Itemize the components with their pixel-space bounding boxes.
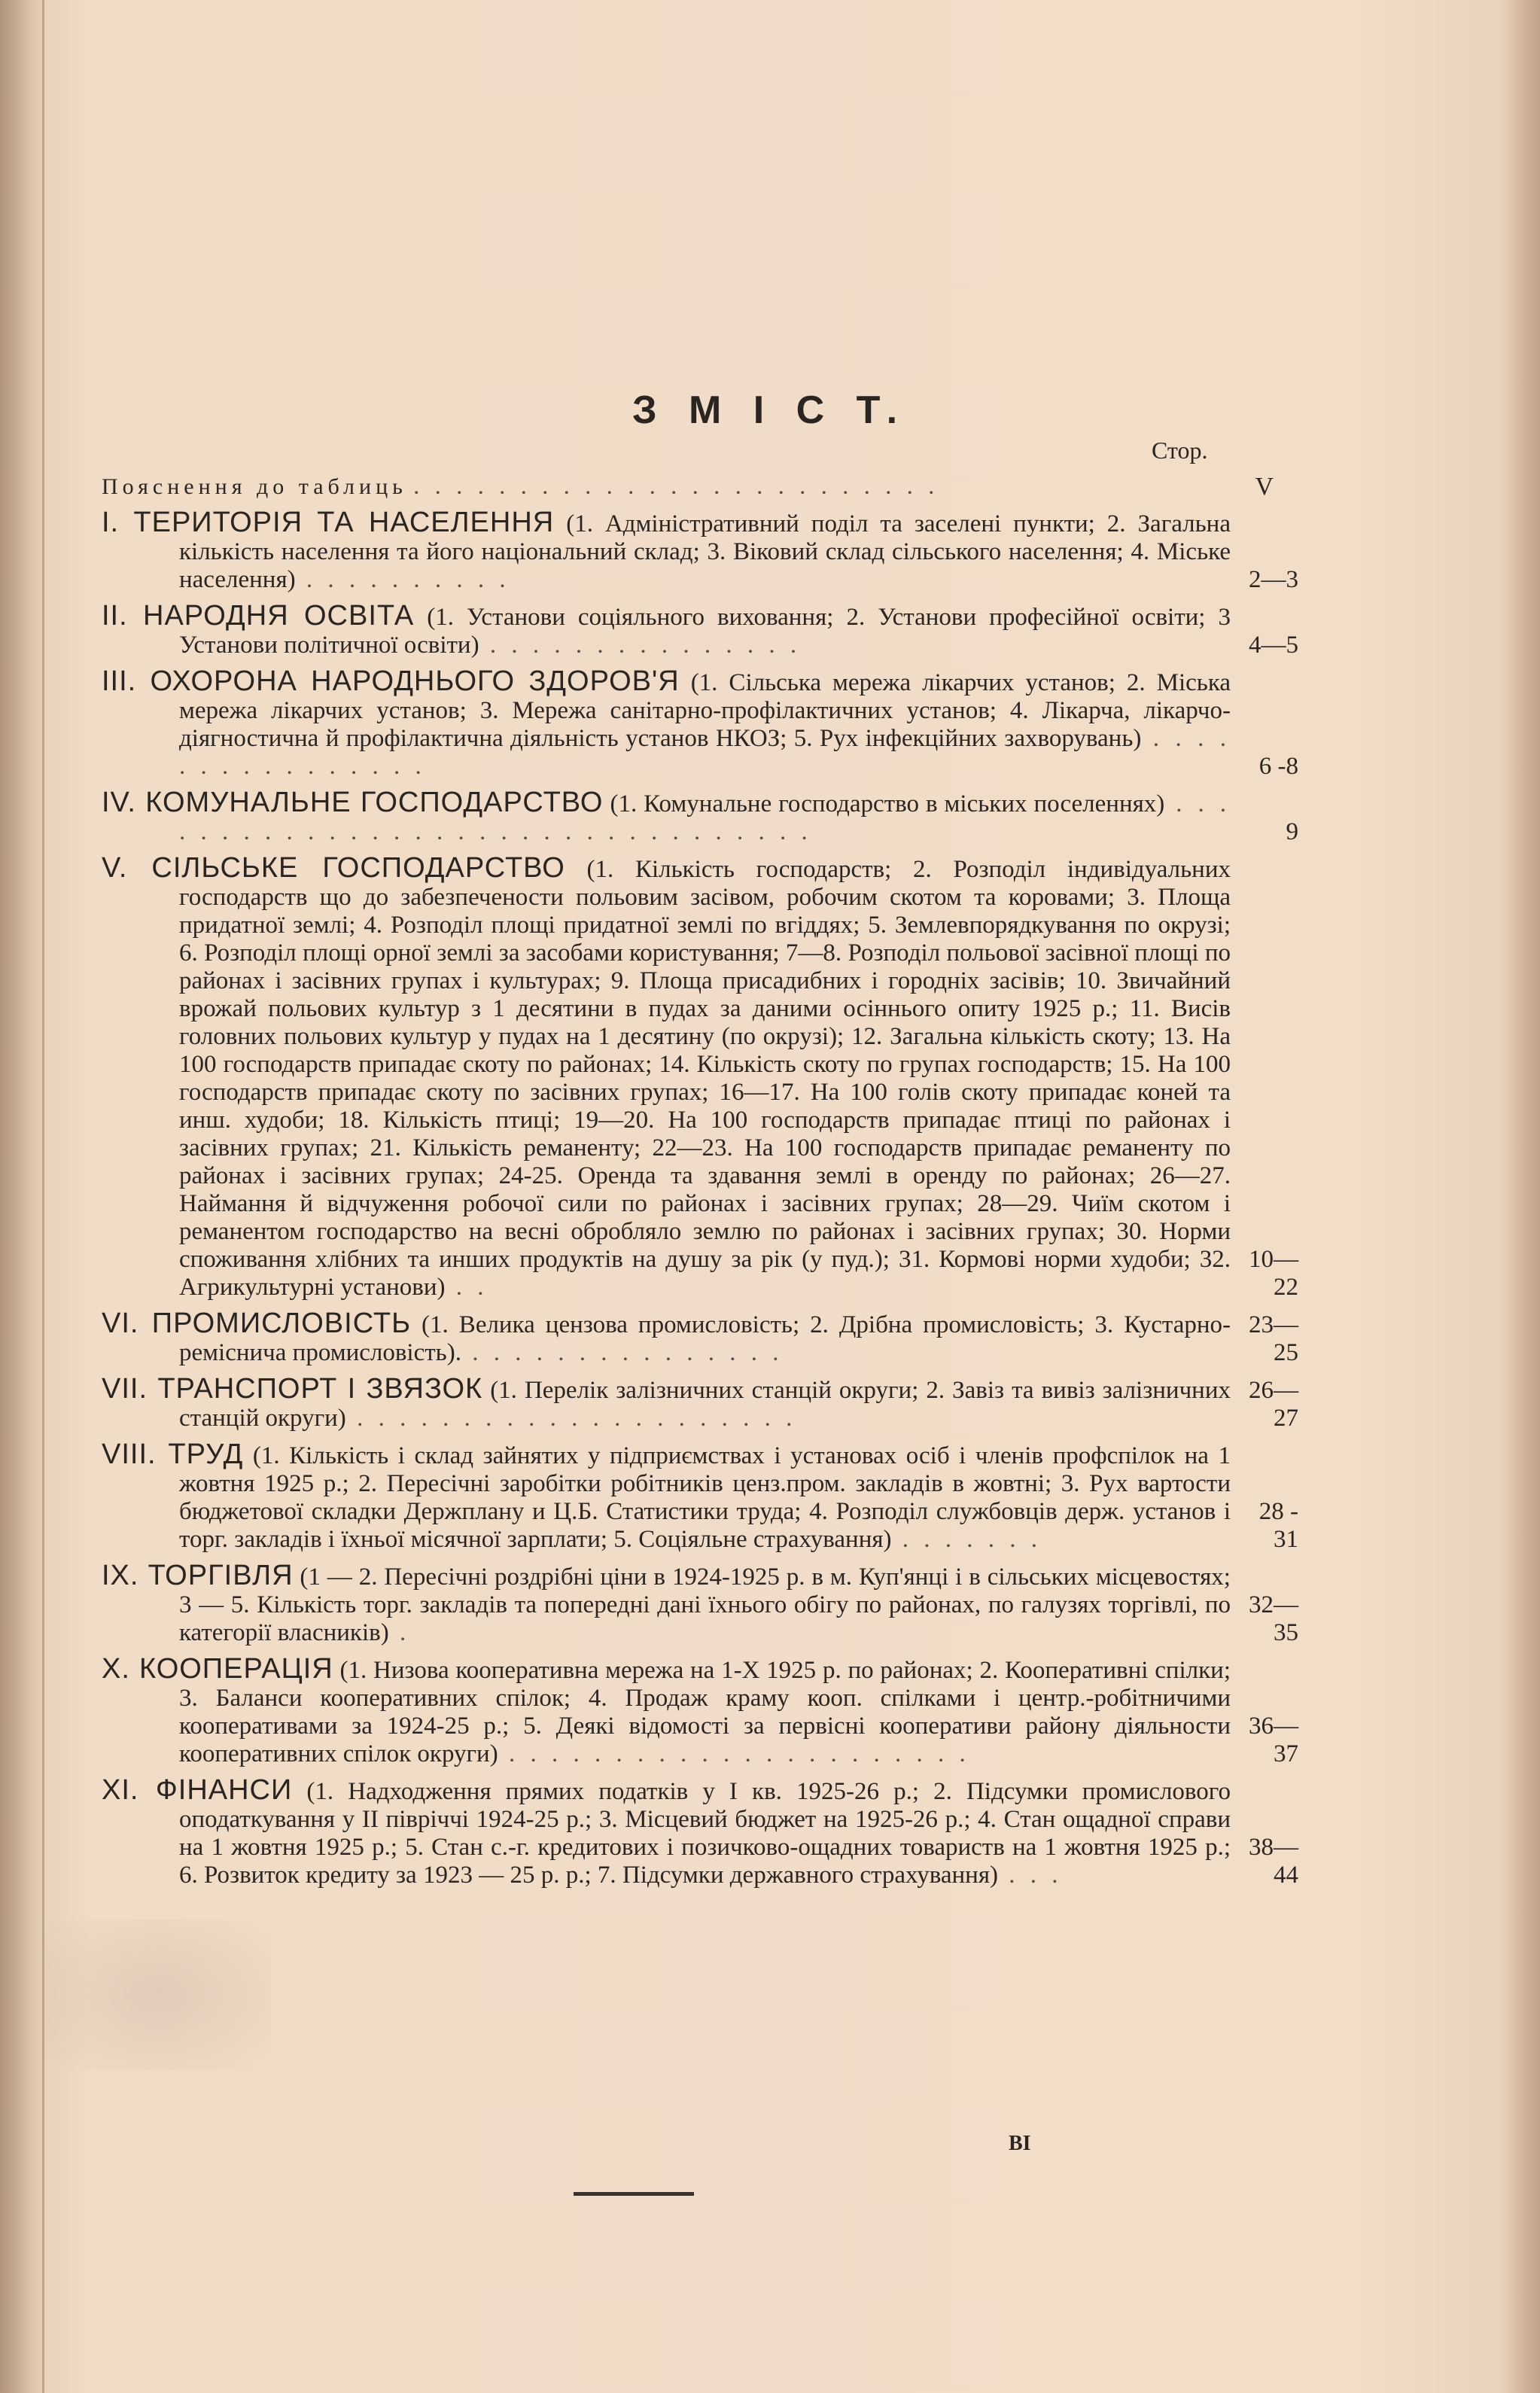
dot-leader: . . . . . . . . . .	[295, 566, 510, 593]
dot-leader: . . . . . . . . . . . . . . . . . . . . .	[345, 1405, 797, 1432]
dot-leader: .	[388, 1619, 411, 1646]
dot-leader: . . . . . . .	[891, 1526, 1042, 1553]
section-pages: 2—3	[1249, 566, 1298, 593]
preface-label: Пояснення до таблиць	[102, 474, 407, 499]
section-heading: І. ТЕРИТОРІЯ ТА НАСЕЛЕННЯ	[102, 507, 555, 538]
section-contents: (1. Установи соціяльного виховання; 2. Установи професійної освіти; 3 Установи політичної освіти)	[179, 604, 1231, 659]
toc-entry	[102, 1308, 1298, 1367]
section-heading: IV. КОМУНАЛЬНЕ ГОСПОДАРСТВО	[102, 787, 604, 818]
preface-pages: V	[1255, 473, 1274, 501]
section-pages: 38—44	[1249, 1834, 1298, 1889]
section-heading: VII. ТРАНСПОРТ І ЗВЯЗОК	[102, 1373, 483, 1405]
closing-rule	[574, 2192, 694, 2196]
section-heading: XI. ФІНАНСИ	[102, 1774, 293, 1806]
toc-entry	[102, 1560, 1298, 1647]
page-shadow-left	[0, 0, 45, 2393]
dot-leader: . . . . . . . . . . . . . . . . . . . . . . . . . . . . . . . . .	[179, 790, 1231, 845]
section-heading: IX. ТОРГІВЛЯ	[102, 1560, 294, 1591]
page-title: З М І С Т.	[632, 388, 908, 432]
section-pages: 10—22	[1249, 1246, 1298, 1301]
dot-leader: . . . . . . . . . . . . . . . . . . . . . .	[498, 1740, 970, 1767]
section-contents: (1. Кількість і склад зайнятих у підприємствах і установах осіб і членів профспілок на 1 жовтня 1925 р.; 2. Пересічні заробітки робітників ценз.пром. закладів в жовтні; 3. Рух вартости бюджетової складки Держплану и Ц.Б. Статистики труда; 4. Розподіл службовців держ. установ і торг. закладів і їхньої місячної зарплати; 5. Соціяльне страхування)	[179, 1442, 1231, 1553]
section-pages: 26—27	[1249, 1377, 1298, 1432]
section-contents: (1. Надходження прямих податків у І кв. 1925-26 р.; 2. Підсумки промислового оподаткування у ІІ півріччі 1924-25 р.; 3. Місцевий бюджет на 1925-26 р.; 4. Стан ощадної справи на 1 жовтня 1925 р.; 5. Стан с.-г. кредитових і позичково-ощадних товариств на 1 жовтня 1925 р.; 6. Розвиток кредиту за 1923 — 25 р. р.; 7. Підсумки державного страхування)	[179, 1778, 1231, 1889]
section-contents: (1 — 2. Пересічні роздрібні ціни в 1924-1925 р. в м. Куп'янці і в сільських місцевостях; 3 — 5. Кількість торг. закладів та попередні дані їхнього обігу по районах, по галузях торгівлі, по категорії власників)	[179, 1563, 1231, 1646]
section-pages: 9	[1286, 818, 1298, 845]
page-folio: ВІ	[1009, 2132, 1031, 2155]
section-contents: (1. Низова кооперативна мережа на 1-Х 1925 р. по районах; 2. Кооперативні спілки; 3. Баланси кооперативних спілок; 4. Продаж краму кооп. спілками і центр.-робітничими кооперативами за 1924-25 р.; 5. Деякі відомості за первісні кооперативи району діяльности кооперативних спілок округи)	[179, 1657, 1231, 1767]
section-contents: (1. Велика цензова промисловість; 2. Дрібна промисловість; 3. Кустарно-реміснича промисловість).	[179, 1311, 1231, 1366]
section-heading: V. СІЛЬСЬКЕ ГОСПОДАРСТВО	[102, 852, 565, 884]
section-pages: 4—5	[1249, 632, 1298, 659]
section-heading: VIII. ТРУД	[102, 1439, 244, 1470]
section-pages: 23—25	[1249, 1311, 1298, 1366]
section-pages: 32—35	[1249, 1591, 1298, 1646]
section-contents: (1. Комунальне господарство в міських поселеннях)	[603, 790, 1165, 817]
toc-entry	[102, 665, 1298, 781]
dot-leader: . .	[445, 1274, 488, 1301]
section-heading: X. КООПЕРАЦІЯ	[102, 1653, 333, 1685]
toc-entry	[102, 1774, 1298, 1889]
section-heading: ІІ. НАРОДНЯ ОСВІТА	[102, 600, 415, 632]
section-pages: 6 -8	[1258, 753, 1298, 780]
toc-entry	[102, 1439, 1298, 1554]
dot-leader: . . . . . . . . . . . . . . .	[479, 632, 802, 659]
page-column-label: Стор.	[1152, 437, 1208, 464]
toc-entry	[102, 852, 1298, 1302]
toc-entry	[102, 1653, 1298, 1768]
section-contents: (1. Адміністративний поділ та заселені пункти; 2. Загальна кількість населення та його національний склад; 3. Віковий склад сільського населення; 4. Міське населення)	[179, 510, 1231, 593]
toc-entry	[102, 600, 1298, 659]
section-pages: 28 - 31	[1258, 1498, 1298, 1553]
dot-leader: . . .	[998, 1862, 1063, 1889]
section-contents: (1. Перелік залізничних станцій округи; 2. Завіз та вивіз залізничних станцій округи)	[179, 1377, 1231, 1432]
page-shadow-right	[1502, 0, 1540, 2393]
dot-leader: . . . . . . . . . . . . . . .	[461, 1339, 784, 1366]
dot-leader: . . . . . . . . . . . . . . . .	[179, 725, 1231, 780]
section-pages: 36—37	[1249, 1713, 1298, 1767]
section-contents: (1. Кількість господарств; 2. Розподіл індивідуальних господарств що до забезпечености польовим засівом, робочим скотом та коровами; 3. Площа придатної землі; 4. Розподіл площі придатної землі по вгіддях; 5. Землевпорядкування по окрузі; 6. Розподіл площі орної землі за засобами користування; 7—8. Розподіл польової засівної площі по районах і засівних групах і культурах; 9. Площа присадибних і городніх засівів; 10. Звичайний врожай польових культур з 1 десятини в пудах за даними осіннього опиту 1925 р.; 11. Висів головних польових культур у пудах на 1 десятину (по окрузі); 12. Загальна кількість скоту; 13. На 100 господарств припадає скоту по районах; 14. Кількість скоту по групах господарств; 15. На 100 господарств припадає скоту по засівних групах; 16—17. На 100 голів скоту припадає коней та инш. худоби; 18. Кількість птиці; 19—20. На 100 господарств припадає птиці по районах і засівних групах; 21. Кількість реманенту; 22—23. На 100 господарств припадає реманенту по районах і засівних групах; 24-25. Оренда та здавання землі в оренду по районах; 26—27. Наймання й відчуження робочої сили по районах і засівних групах; 28—29. Чиїм скотом і реманентом господарство на весні обробляло землю по районах і засівних групах; 30. Норми споживання хлібних та инших продуктів на душу за рік (у пуд.); 31. Кормові норми худоби; 32. Агрикультурні установи)	[179, 856, 1231, 1301]
binding-fold	[42, 0, 44, 2393]
dot-leader: . . . . . . . . . . . . . . . . . . . . . . . . .	[413, 473, 939, 500]
section-heading: ІІІ. ОХОРОНА НАРОДНЬОГО ЗДОРОВ'Я	[102, 665, 680, 697]
toc-entry	[102, 507, 1298, 594]
toc-entry	[102, 787, 1298, 846]
table-of-contents	[102, 473, 1298, 1898]
toc-preface	[102, 473, 1274, 501]
section-contents: (1. Сільська мережа лікарчих установ; 2. Міська мережа лікарчих установ; 3. Мережа санітарно-профілактичних установ; 4. Лікарча, лікарчо-діягностична й профілактична діяльність установ НКОЗ; 5. Рух інфекційних захворувань)	[179, 669, 1231, 752]
paper-stain	[45, 1920, 271, 2070]
section-heading: VI. ПРОМИСЛОВІСТЬ	[102, 1308, 412, 1339]
toc-entry	[102, 1373, 1298, 1432]
